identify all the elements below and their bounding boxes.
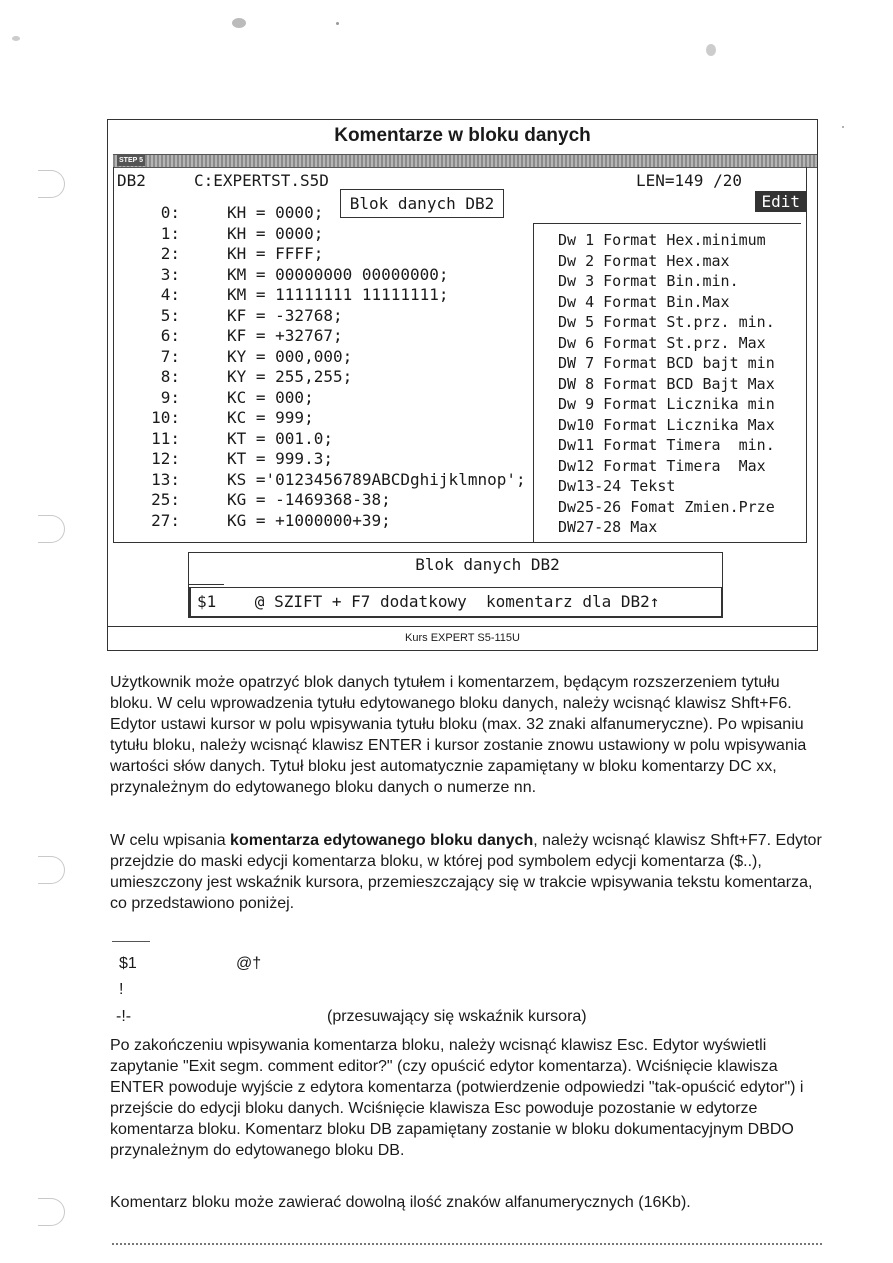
comment-editor-box bbox=[188, 552, 723, 618]
block-name: DB2 bbox=[117, 171, 146, 190]
row-value: KT = 999.3; bbox=[227, 449, 333, 468]
row-value: KG = -1469368-38; bbox=[227, 490, 391, 509]
row-index: 25: bbox=[151, 490, 180, 509]
row-value: KS ='0123456789ABCDghijklmnop'; bbox=[227, 469, 526, 489]
row-value: KM = 00000000 00000000; bbox=[227, 264, 449, 284]
punch-hole-mark bbox=[38, 170, 65, 198]
row-value: KG = +1000000+39; bbox=[227, 510, 391, 530]
row-index: 10: bbox=[151, 408, 180, 427]
comment-line: Dw 6 Format St.prz. Max bbox=[558, 333, 766, 352]
divider bbox=[112, 941, 150, 942]
row-index: 2: bbox=[160, 244, 180, 263]
row-index: 0: bbox=[160, 203, 180, 222]
comment-line: DW 8 Format BCD Bajt Max bbox=[558, 374, 775, 393]
paragraph-title-intro: Użytkownik może opatrzyć blok danych tytułem i komentarzem, będącym rozszerzeniem tytułu bloku. W celu wprowadzenia tytułu edytowanego bloku danych, należy wcisnąć klawisz Shft+F6. Edytor ustawi kursor w polu wpisywania tytułu bloku (max. 32 znaki alfanumeryczne). Po wpisaniu tytułu bloku, należy wcisnąć klawisz ENTER i kursor zostanie znowu ustawiony w polu wpisywania wartości słów danych. Tytuł bloku jest automatycznie zapamiętany w bloku komentarzy DC xx, przynależnym do edytowanego bloku danych o numerze nn. bbox=[110, 674, 807, 796]
divider bbox=[189, 584, 224, 585]
block-title-field[interactable]: Blok danych DB2 bbox=[340, 189, 504, 218]
paragraph-comment-length: Komentarz bloku może zawierać dowolną ilość znaków alfanumerycznych (16Kb). bbox=[110, 1194, 691, 1211]
scan-speck bbox=[842, 126, 844, 128]
cursor-symbol: @† bbox=[236, 955, 262, 972]
punch-hole-mark bbox=[38, 515, 65, 543]
frame-title: Komentarze w bloku danych bbox=[334, 125, 591, 146]
comment-line: Dw13-24 Tekst bbox=[558, 477, 676, 495]
row-value: KH = 0000; bbox=[227, 223, 324, 243]
row-index: 4: bbox=[160, 285, 180, 304]
row-value: KY = 000,000; bbox=[227, 346, 353, 366]
comment-line: DW27-28 Max bbox=[558, 518, 658, 536]
bold-term: komentarza edytowanego bloku danych bbox=[230, 832, 534, 849]
paragraph-exit-editor: Po zakończeniu wpisywania komentarza bloku, należy wcisnąć klawisz Esc. Edytor wyświetli zapytanie "Exit segm. comment editor?" (czy opuścić edytor komentarza). Wciśnięcie klawisza ENTER powoduje wyjście z edytora komentarza (potwierdzenie odpowiedzi "tak-opuścić edytor") i przejście do edycji bloku danych. Wciśnięcie klawisza Esc powoduje pozostanie w edytorze komentarza bloku. Komentarz bloku DB zapamiętany zostanie w bloku dokumentacyjnym DBDO przynależnym do edytowanego bloku DB. bbox=[110, 1037, 804, 1159]
row-value: KY = 255,255; bbox=[227, 367, 353, 386]
cursor-caption: (przesuwający się wskaźnik kursora) bbox=[327, 1008, 587, 1025]
frame-footer: Kurs EXPERT S5-115U bbox=[108, 626, 817, 649]
comment-line: Dw11 Format Timera min. bbox=[558, 436, 775, 454]
scan-speck bbox=[232, 18, 246, 28]
row-value: KM = 11111111 11111111; bbox=[227, 285, 449, 304]
punch-hole-mark bbox=[38, 856, 65, 884]
screenshot-frame bbox=[107, 119, 818, 651]
dotted-rule bbox=[112, 1243, 822, 1245]
row-value: KC = 000; bbox=[227, 387, 314, 407]
row-index: 5: bbox=[160, 305, 180, 325]
row-value: KH = 0000; bbox=[227, 203, 324, 222]
text-run: W celu wpisania bbox=[110, 832, 231, 849]
comment-line: Dw 9 Format Licznika min bbox=[558, 395, 775, 413]
row-index: 13: bbox=[151, 469, 180, 489]
step5-title-bar bbox=[113, 154, 817, 168]
punch-hole-mark bbox=[38, 1198, 65, 1226]
comment-editor-title: Blok danych DB2 bbox=[415, 555, 560, 574]
scan-speck bbox=[706, 44, 716, 56]
scan-speck bbox=[12, 36, 20, 41]
comment-line: Dw10 Format Licznika Max bbox=[558, 415, 775, 434]
edit-mode-badge: Edit bbox=[755, 191, 806, 212]
text-run: , należy wcisnąć klawisz Shft+F7. Edytor przejdzie do maski edycji komentarza bloku, w której pod symbolem edycji komentarza ($..), umieszczony jest wskaźnik kursora, przemieszczający się w trakcie wpisywania tekstu komentarza, co przedstawiono poniżej. bbox=[110, 832, 822, 912]
length-indicator: LEN=149 /20 bbox=[636, 171, 742, 190]
step5-label: STEP 5 bbox=[119, 157, 143, 164]
row-value: KF = -32768; bbox=[227, 305, 343, 325]
scan-speck bbox=[336, 22, 339, 25]
comment-line: Dw 1 Format Hex.minimum bbox=[558, 231, 766, 249]
comment-line: Dw 2 Format Hex.max bbox=[558, 251, 730, 270]
row-index: 12: bbox=[151, 449, 180, 468]
comment-line: Dw25-26 Fomat Zmien.Prze bbox=[558, 497, 775, 516]
cursor-marker: ! bbox=[119, 981, 124, 998]
row-index: 27: bbox=[151, 510, 180, 530]
row-index: 1: bbox=[160, 223, 180, 243]
row-index: 11: bbox=[151, 428, 180, 448]
paragraph-comment-intro bbox=[110, 830, 822, 914]
comment-symbol: $1 bbox=[119, 955, 137, 972]
comment-input-line[interactable]: $1 @ SZIFT + F7 dodatkowy komentarz dla DB2↑ bbox=[189, 587, 722, 617]
comment-line: Dw 5 Format St.prz. min. bbox=[558, 313, 775, 331]
row-value: KT = 001.0; bbox=[227, 428, 333, 448]
row-value: KC = 999; bbox=[227, 408, 314, 427]
comment-line: Dw 3 Format Bin.min. bbox=[558, 272, 739, 290]
comment-line: DW 7 Format BCD bajt min bbox=[558, 354, 775, 372]
row-index: 6: bbox=[160, 326, 180, 345]
row-index: 3: bbox=[160, 264, 180, 284]
row-value: KF = +32767; bbox=[227, 326, 343, 345]
file-path: C:EXPERTST.S5D bbox=[194, 171, 329, 190]
row-index: 8: bbox=[160, 367, 180, 386]
row-value: KH = FFFF; bbox=[227, 244, 324, 263]
comment-line: Dw12 Format Timera Max bbox=[558, 456, 766, 475]
comment-line: Dw 4 Format Bin.Max bbox=[558, 292, 730, 311]
row-index: 7: bbox=[160, 346, 180, 366]
cursor-marker: -!- bbox=[116, 1008, 132, 1025]
editor-screen bbox=[113, 167, 807, 543]
row-index: 9: bbox=[160, 387, 180, 407]
